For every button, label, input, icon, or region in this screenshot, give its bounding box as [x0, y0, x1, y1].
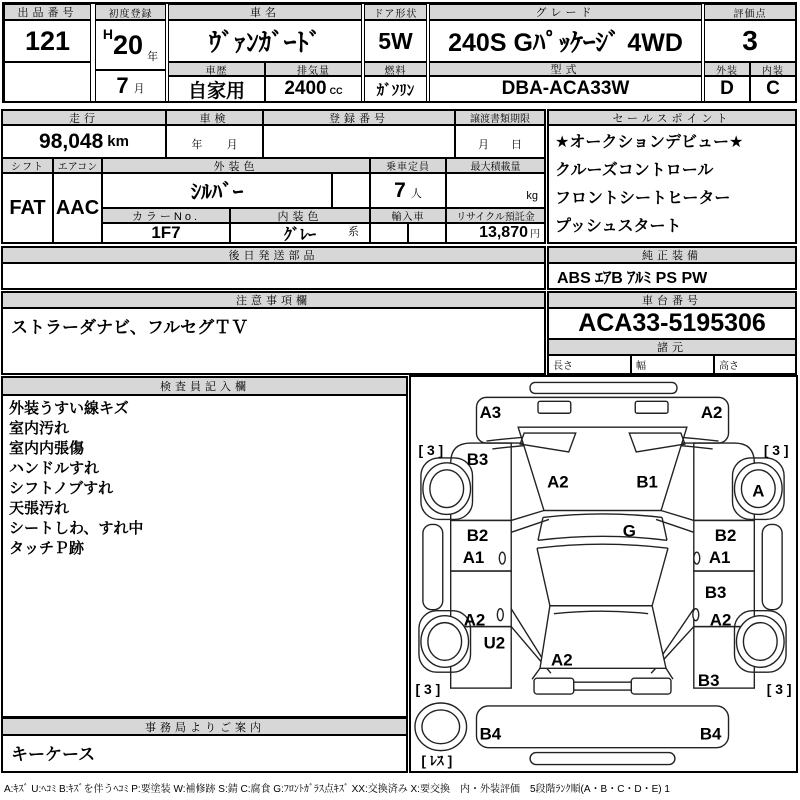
sales-points-value	[548, 125, 796, 243]
deadline-day-label: 日	[511, 139, 522, 151]
car-name-value: ｳﾞｧﾝｶﾞｰﾄﾞ	[168, 20, 362, 62]
sales-point-line: ★オークションデビュー★	[555, 134, 744, 151]
recycle-deposit-value	[446, 223, 545, 243]
damage-label-hood-right: A2	[700, 403, 723, 423]
color-no-value: 1F7	[102, 223, 230, 243]
capacity-unit: 人	[410, 188, 422, 200]
auction-number-header: 出品番号	[4, 4, 91, 20]
model-code-value: DBA-ACA33W	[429, 76, 702, 102]
inspector-notes-header: 検査員記入欄	[2, 377, 408, 395]
taillight-right	[631, 678, 671, 694]
damage-label-door-rear-left: A2	[463, 610, 486, 630]
specs-header: 諸元	[548, 339, 796, 355]
roof-mid-arc	[537, 536, 668, 548]
reg-month: 7	[116, 73, 129, 98]
roof-front-arc	[543, 514, 662, 517]
inspector-note-line: 室内内張傷	[9, 440, 85, 457]
aircon-header: エアコン	[53, 158, 102, 173]
damage-label-windshield-right: B1	[636, 472, 658, 492]
spec-height-cell: 高さ	[714, 355, 796, 374]
exterior-grade-header: 外装	[704, 62, 750, 76]
a-pillar-left	[511, 510, 549, 532]
year-unit: 年	[147, 51, 159, 63]
exterior-color-empty-cell	[332, 173, 370, 208]
max-load-header: 最大積載量	[446, 158, 545, 173]
inspector-note-line: ハンドルすれ	[9, 460, 100, 477]
door-handle	[693, 609, 699, 621]
aircon-value: AAC	[53, 173, 102, 243]
wheel-rear-left-inner	[428, 623, 462, 661]
damage-label-door-front-left: B2	[466, 526, 489, 546]
auction-number-value: 121	[4, 20, 91, 62]
door-shape-header: ドア形状	[364, 4, 427, 20]
grade-value: 240S Gﾊﾟｯｹｰｼﾞ 4WD	[429, 20, 702, 62]
a-pillar-right	[656, 510, 694, 532]
import-header: 輸入車	[370, 208, 446, 223]
shift-header: シフト	[2, 158, 53, 173]
side-sill-right	[762, 524, 782, 609]
inspection-header: 車検	[166, 110, 263, 125]
mileage-value	[2, 125, 166, 158]
inspector-note-line: 天張汚れ	[9, 500, 70, 517]
interior-color-suffix: 系	[348, 226, 359, 238]
roof-side-lines	[537, 517, 668, 605]
office-notice-value: キーケース	[2, 735, 408, 772]
mileage-number: 98,048	[39, 129, 104, 153]
taillight-connector	[574, 682, 632, 690]
wheel-rear-right-inner	[743, 623, 777, 661]
fuel-value: ｶﾞｿﾘﾝ	[364, 76, 427, 102]
score-value: 3	[704, 20, 796, 62]
reg-year: 20	[113, 29, 144, 60]
damage-code-legend: A:ｷｽﾞ U:ﾍｺﾐ B:ｷｽﾞを伴うﾍｺﾐ P:要塗装 W:補修跡 S:錆 C:腐食 G:ﾌﾛﾝﾄｶﾞﾗｽ点ｷｽﾞ XX:交換済み X:要交換 内・外装評価 5段階ﾗﾝｸ順(A・B・C・D・E) 1	[4, 784, 670, 795]
damage-label-quarter-left: U2	[483, 633, 506, 653]
registration-number-header: 登録番号	[263, 110, 455, 125]
inspector-note-line: 外装うすい線キズ	[9, 400, 129, 417]
rear-bumper-strip	[530, 753, 675, 765]
damage-label-roof: G	[622, 521, 636, 541]
interior-grade-value: C	[750, 76, 796, 102]
inspector-note-line: 室内汚れ	[9, 420, 70, 437]
displacement-number: 2400	[284, 78, 327, 99]
inspector-note-line: タッチＰ跡	[9, 540, 85, 557]
history-header: 車歴	[168, 62, 265, 76]
inspection-year-label: 年	[191, 139, 203, 151]
damage-label-door-front-right: B2	[714, 526, 737, 546]
import-cell-1	[370, 223, 408, 243]
first-registration-month	[95, 70, 166, 102]
oem-equipment-value: ABS ｴｱB ｱﾙﾐ PS PW	[548, 263, 796, 289]
month-unit: 月	[133, 83, 145, 95]
damage-label-quarter-right: B3	[697, 671, 720, 691]
sales-point-line: プッシュスタート	[555, 218, 682, 235]
inspection-value	[166, 125, 263, 158]
capacity-value	[370, 173, 446, 208]
damage-label-door-rear-right: B3	[704, 582, 727, 602]
transfer-deadline-header: 譲渡書類期限	[455, 110, 545, 125]
mileage-header: 走行	[2, 110, 166, 125]
damage-label-rear-window: A2	[551, 650, 573, 670]
notes-header: 注意事項欄	[2, 292, 545, 308]
shift-value: FAT	[2, 173, 53, 243]
damage-label-bumper-left: B4	[479, 724, 502, 744]
grade-header: グレード	[429, 4, 702, 20]
notes-value: ストラーダナビ、フルセグＴＶ	[2, 308, 545, 374]
door-shape-value: 5W	[364, 20, 427, 62]
deadline-month-label: 月	[478, 139, 489, 151]
door-handle	[497, 609, 503, 621]
door-handle	[499, 552, 505, 564]
rear-bumper	[476, 706, 728, 748]
tire-depth-marker-rear-left: [ 3 ]	[415, 681, 441, 698]
displacement-unit: CC	[329, 86, 343, 96]
oem-equipment-header: 純正装備	[548, 247, 796, 263]
recycle-amount: 13,870	[479, 224, 528, 241]
damage-label-door-rear-right-2: A2	[709, 610, 732, 630]
later-parts-value	[2, 263, 545, 289]
interior-grade-header: 内装	[750, 62, 796, 76]
recycle-unit: 円	[530, 229, 540, 240]
model-code-header: 型式	[429, 62, 702, 76]
capacity-number: 7	[394, 178, 406, 202]
sales-point-line: フロントシートヒーター	[555, 190, 731, 207]
history-value: 自家用	[168, 76, 265, 102]
inspector-notes-value	[2, 395, 408, 717]
interior-color-header: 内装色	[230, 208, 370, 223]
later-parts-header: 後日発送部品	[2, 247, 545, 263]
tire-depth-marker-front-left: [ 3 ]	[418, 441, 444, 458]
max-load-value: kg	[446, 173, 545, 208]
sales-point-line: クルーズコントロール	[555, 162, 714, 179]
door-handle	[694, 552, 700, 564]
car-damage-diagram	[411, 377, 796, 771]
displacement-header: 排気量	[265, 62, 362, 76]
spec-length-cell: 長さ	[548, 355, 631, 374]
era-letter: H	[102, 26, 114, 42]
spare-tire-inner	[422, 710, 460, 744]
spec-width-cell: 幅	[631, 355, 714, 374]
chassis-number-value: ACA33-5195306	[548, 308, 796, 339]
damage-label-hood-left: A3	[479, 403, 502, 423]
recycle-deposit-header: リサイクル預託金	[446, 208, 545, 223]
car-name-header: 車名	[168, 4, 362, 20]
damage-label-bumper-right: B4	[699, 724, 722, 744]
sales-points-header: セールスポイント	[548, 110, 796, 125]
chassis-number-header: 車台番号	[548, 292, 796, 308]
inspector-note-line: シフトノブすれ	[9, 480, 114, 497]
auction-number-empty-cell	[4, 62, 91, 102]
fuel-header: 燃料	[364, 62, 427, 76]
hood-vent-left	[538, 401, 571, 413]
mileage-unit: km	[107, 133, 129, 150]
tire-depth-marker-front-right: [ 3 ]	[763, 441, 789, 458]
inspection-month-label: 月	[226, 139, 238, 151]
inspector-note-line: シートしわ、すれ中	[9, 520, 144, 537]
exterior-color-header: 外装色	[102, 158, 370, 173]
damage-label-door-front-left-2: A1	[462, 548, 485, 568]
displacement-value	[265, 76, 362, 102]
tire-depth-marker-rear-right: [ 3 ]	[766, 681, 792, 698]
exterior-color-value: ｼﾙﾊﾞｰ	[102, 173, 332, 208]
exterior-grade-value: D	[704, 76, 750, 102]
damage-label-fender-left: B3	[466, 449, 489, 469]
wheel-front-left-inner	[430, 470, 464, 508]
import-cell-2	[408, 223, 446, 243]
damage-label-door-front-right-2: A1	[708, 548, 731, 568]
interior-color-value	[230, 223, 370, 243]
registration-number-value	[263, 125, 455, 158]
taillight-left	[534, 678, 574, 694]
interior-color-name: ｸﾞﾚｰ	[283, 226, 316, 243]
transfer-deadline-value	[455, 125, 545, 158]
spare-tire-marker: [ ﾚｽ ]	[421, 752, 453, 769]
color-no-header: カラーNo.	[102, 208, 230, 223]
first-registration-header: 初度登録	[95, 4, 166, 20]
windshield	[518, 427, 687, 510]
damage-label-windshield-left: A2	[547, 472, 569, 492]
damage-label-wheel-front-right: A	[752, 481, 765, 501]
capacity-header: 乗車定員	[370, 158, 446, 173]
first-registration-year	[95, 20, 166, 70]
front-bumper-strip	[530, 382, 677, 393]
car-diagram-box	[409, 375, 798, 773]
score-header: 評価点	[704, 4, 796, 20]
office-notice-header: 事務局よりご案内	[2, 718, 408, 735]
side-sill-left	[423, 524, 443, 609]
hood-vent-right	[635, 401, 668, 413]
